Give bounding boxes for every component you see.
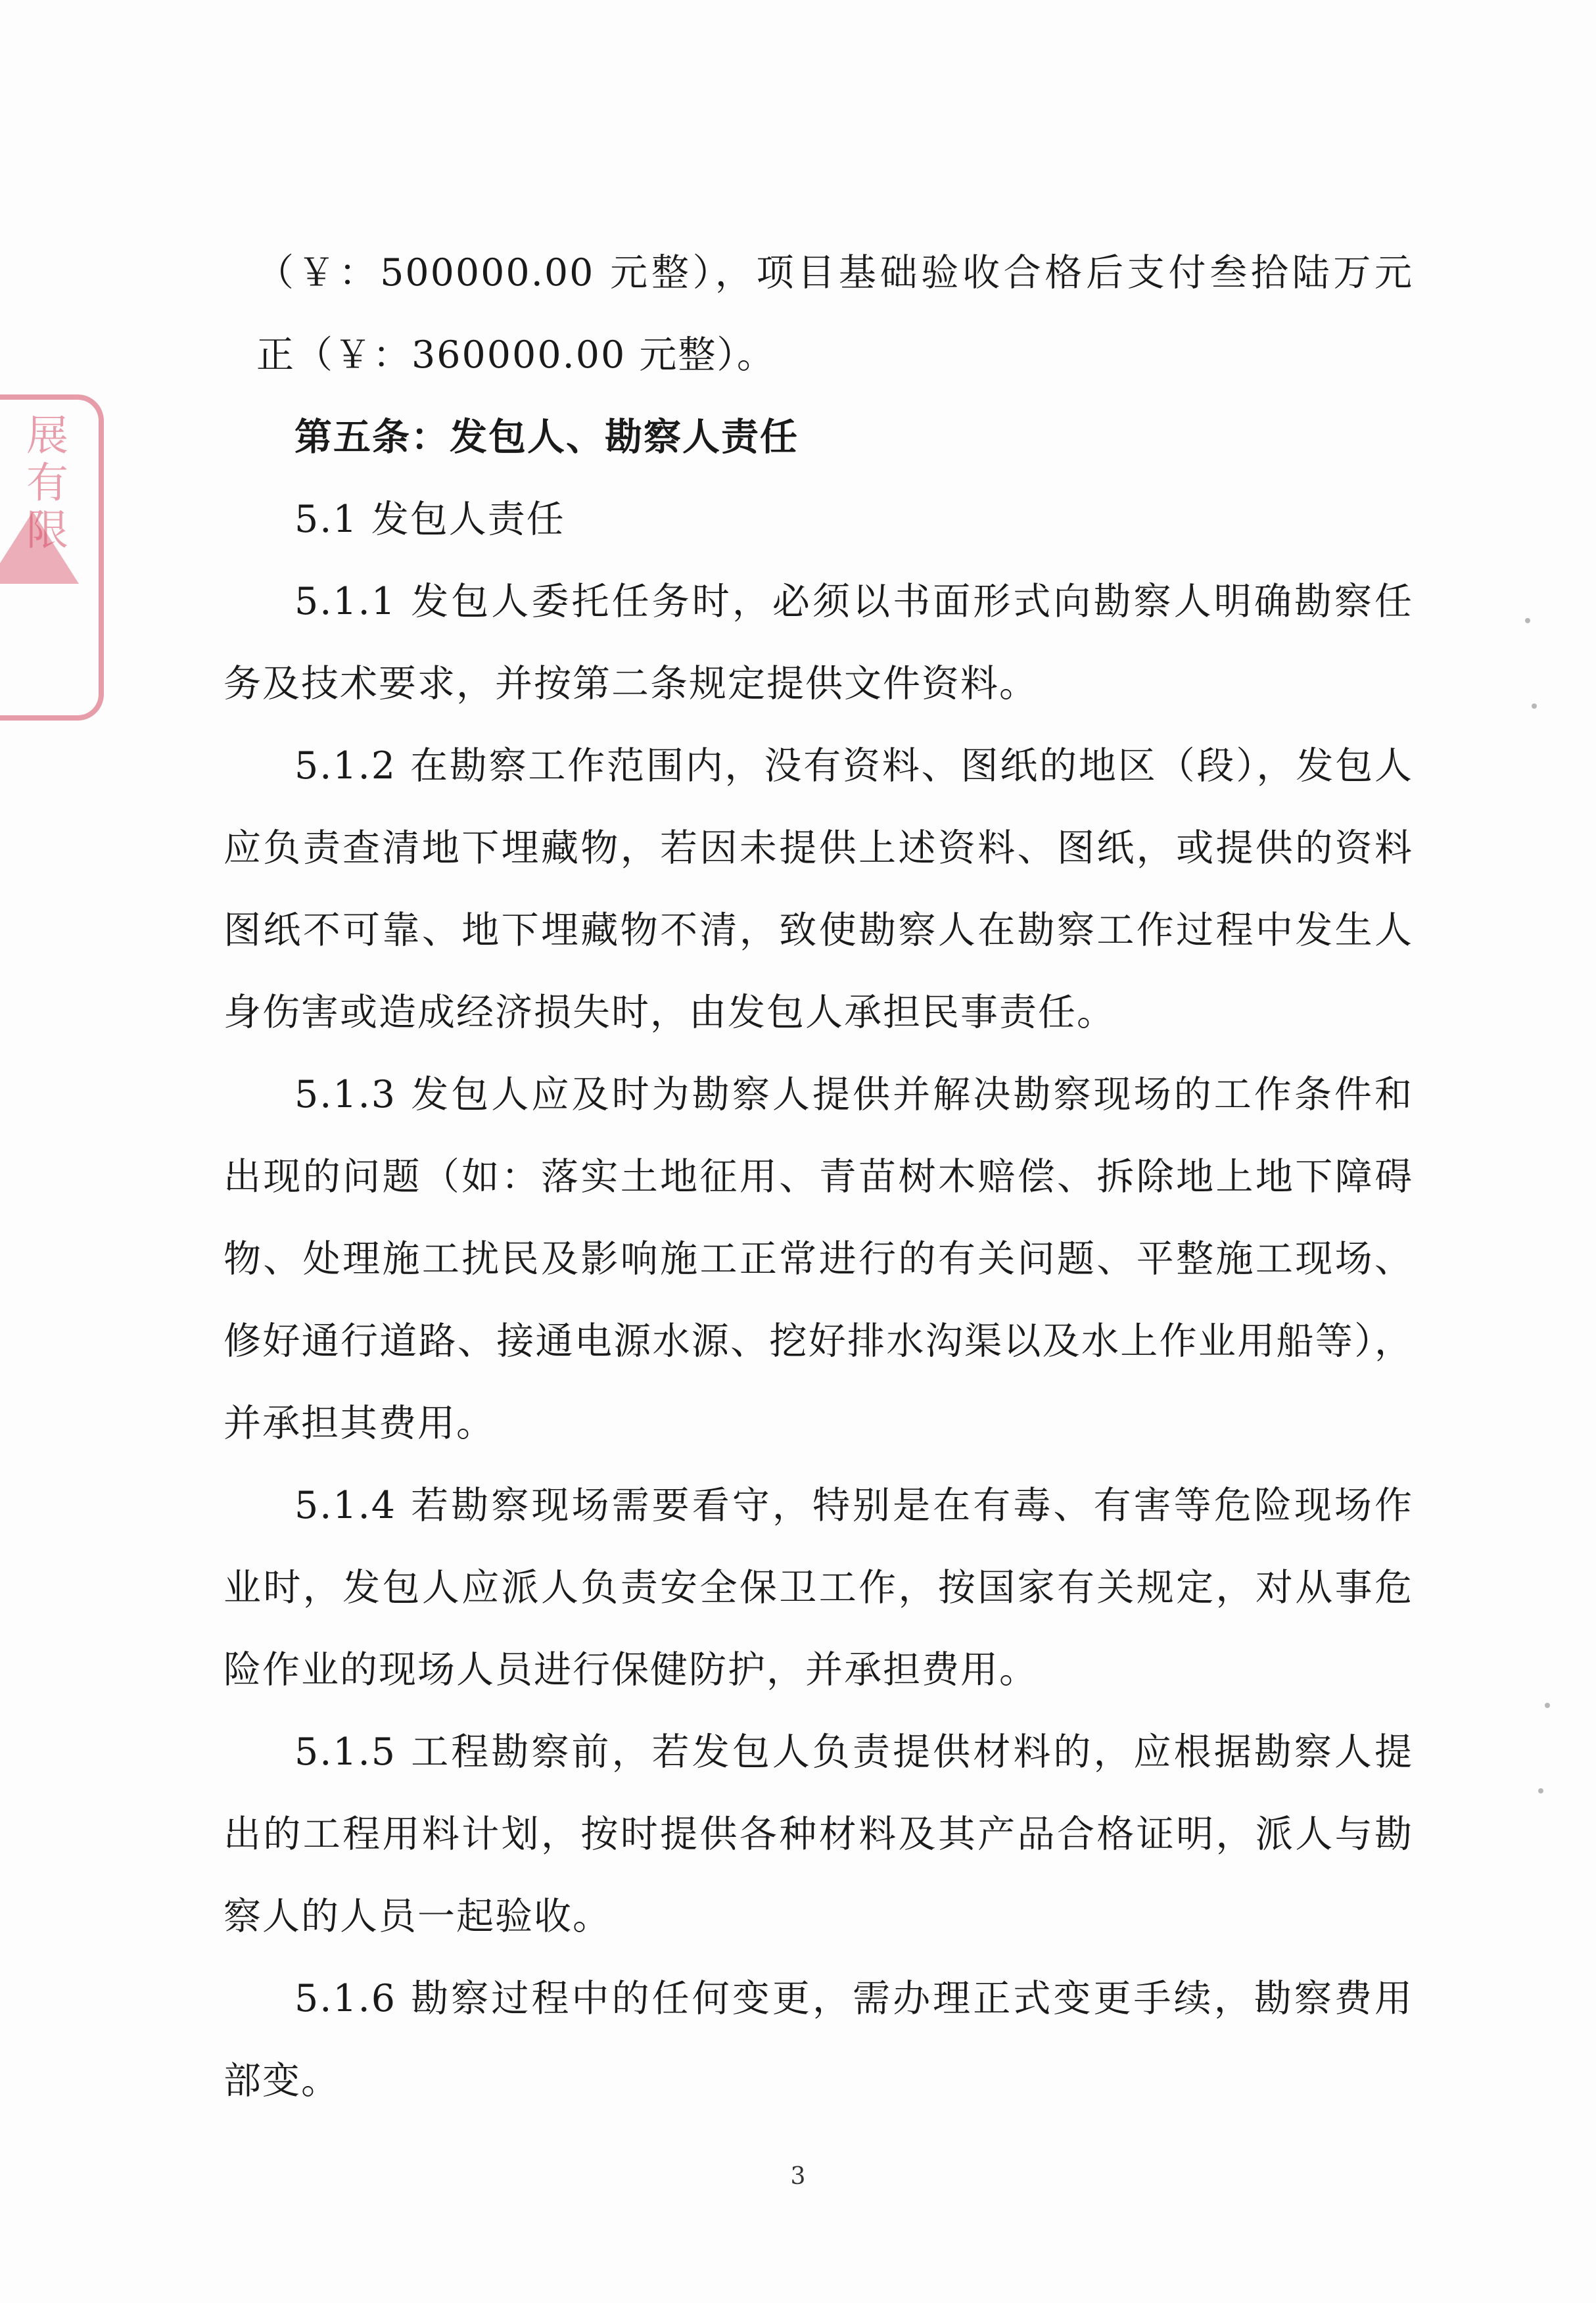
text-line: 5.1.1 发包人委托任务时，必须以书面形式向勘察人明确勘察任 — [294, 580, 1413, 623]
company-seal — [0, 394, 104, 721]
text-line: 出现的问题（如：落实土地征用、青苗树木赔偿、拆除地上地下障碍 — [223, 1155, 1413, 1199]
text-line: 5.1.4 若勘察现场需要看守，特别是在有毒、有害等危险现场作 — [294, 1484, 1413, 1527]
text-line: 业时，发包人应派人负责安全保卫工作，按国家有关规定，对从事危 — [223, 1566, 1413, 1609]
text-line: 应负责查清地下埋藏物，若因未提供上述资料、图纸，或提供的资料 — [223, 826, 1413, 870]
text-line: 务及技术要求，并按第二条规定提供文件资料。 — [223, 662, 1038, 705]
seal-text: 展有限 — [19, 413, 68, 555]
page-number: 3 — [790, 2163, 806, 2190]
text-line: 5.1.6 勘察过程中的任何变更，需办理正式变更手续，勘察费用 — [294, 1977, 1413, 2020]
text-line: 修好通行道路、接通电源水源、挖好排水沟渠以及水上作业用船等）， — [223, 1319, 1413, 1363]
text-line: 物、处理施工扰民及影响施工正常进行的有关问题、平整施工现场、 — [223, 1237, 1413, 1281]
text-line: 身伤害或造成经济损失时，由发包人承担民事责任。 — [223, 991, 1115, 1034]
scan-speck — [1525, 618, 1530, 623]
text-line: 部变。 — [223, 2059, 340, 2102]
text-line: 正（￥：360000.00 元整）。 — [256, 333, 776, 377]
scan-speck — [1532, 703, 1537, 709]
section-heading: 第五条：发包人、勘察人责任 — [294, 415, 799, 459]
text-line: 察人的人员一起验收。 — [223, 1895, 611, 1938]
subsection-heading: 5.1 发包人责任 — [294, 498, 565, 541]
text-line: 出的工程用料计划，按时提供各种材料及其产品合格证明，派人与勘 — [223, 1813, 1413, 1856]
text-line: 并承担其费用。 — [223, 1402, 495, 1445]
text-line: 5.1.5 工程勘察前，若发包人负责提供材料的，应根据勘察人提 — [294, 1730, 1413, 1774]
scan-speck — [1545, 1703, 1550, 1708]
text-line: 5.1.2 在勘察工作范围内，没有资料、图纸的地区（段），发包人 — [294, 744, 1413, 788]
text-line: 图纸不可靠、地下埋藏物不清，致使勘察人在勘察工作过程中发生人 — [223, 909, 1413, 952]
text-line: 险作业的现场人员进行保健防护，并承担费用。 — [223, 1648, 1038, 1692]
scan-speck — [1538, 1788, 1543, 1793]
text-line: （￥：500000.00 元整），项目基础验收合格后支付叁拾陆万元 — [256, 251, 1413, 295]
text-line: 5.1.3 发包人应及时为勘察人提供并解决勘察现场的工作条件和 — [294, 1073, 1413, 1116]
